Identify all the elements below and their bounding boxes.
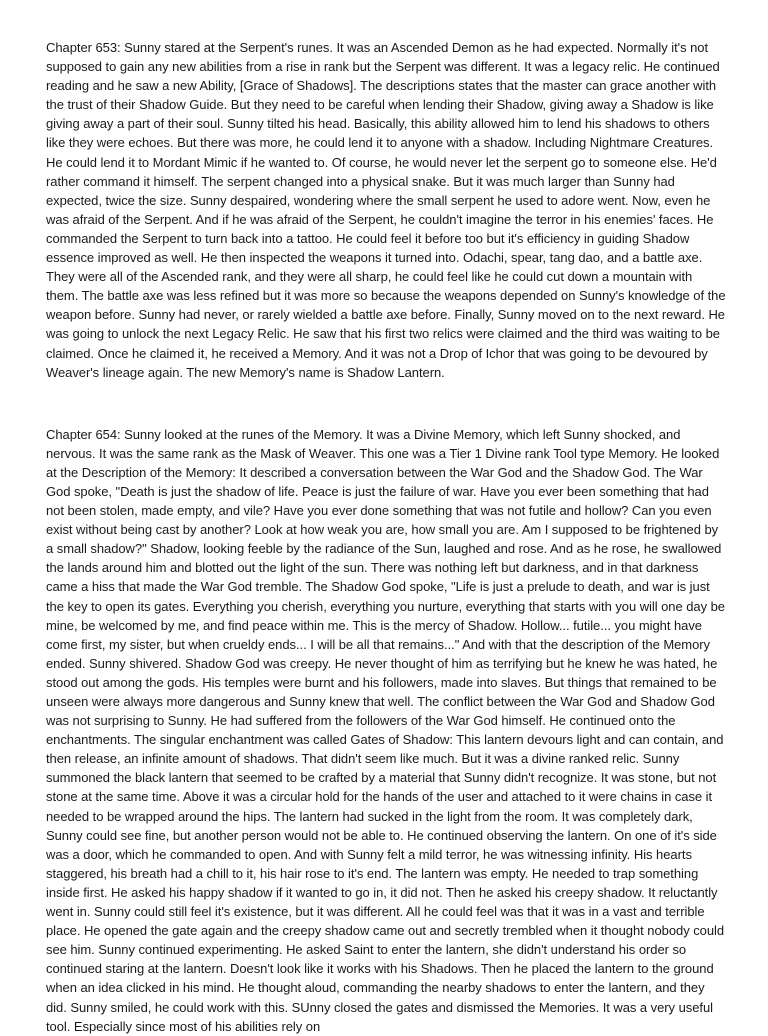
chapter-654-paragraph: Chapter 654: Sunny looked at the runes of the Memory. It was a Divine Memory, which left Sunny shocked, and nervous. It was the same rank as the Mask of Weaver. This one was a Tier 1 Divine rank Tool type Memory. He looked at the Description of the Memory: It described a conversation between the War God and the Shadow God. The War God spoke, "Death is just the shadow of life. Peace is just the failure of war. Have you ever been something that had not been stolen, made empty, and vile? Have you ever done something that was not futile and hollow? Can you even exist without being cast by another? Look at how weak you are, how small you are. Am I supposed to be frightened by a small shadow?" Shadow, looking feeble by the radiance of the Sun, laughed and rose. And as he rose, he swallowed the lands around him and blotted out the light of the sun. There was nothing left but darkness, and in that darkness came a hiss that made the War God tremble. The Shadow God spoke, "Life is just a prelude to death, and war is just the key to open its gates. Everything you cherish, everything you nurture, everything that starts with you will one day be mine, be welcomed by me, and find peace within me. This is the mercy of Shadow. Hollow... futile... you might have come first, my sister, but when crueldy ends... I will be all that remains..." And with that the description of the Memory ended. Sunny shivered. Shadow God was creepy. He never thought of him as terrifying but he knew he was hated, he stood out among the gods. His temples were burnt and his followers, made into slaves. But things that remained to be unseen were always more dangerous and Sunny knew that well. The conflict between the War God and Shadow God was not surprising to Sunny. He had suffered from the followers of the War God himself. He continued onto the enchantments. The singular enchantment was called Gates of Shadow: This lantern devours light and can contain, and then release, an infinite amount of shadows. That didn't seem like much. But it was a divine ranked relic. Sunny summoned the black lantern that seemed to be crafted by a material that Sunny didn't recognize. It was stone, but not stone at the same time. Above it was a circular hold for the hands of the user and attached to it were chains in case it needed to be wrapped around the hips. The lantern had sucked in the light from the room. It was completely dark, Sunny could see fine, but another person would not be able to. He continued observing the lantern. On one of it's side was a door, which he commanded to open. And with Sunny felt a mild terror, he was witnessing infinity. His hearts staggered, his breath had a chill to it, his hair rose to it's end. The lantern was empty. He needed to trap something inside first. He asked his happy shadow if it wanted to go in, it did not. Then he asked his creepy shadow. It reluctantly went in. Sunny could still feel it's existence, but it was different. All he could feel was that it was in a vast and terrible place. He opened the gate again and the creepy shadow came out and secretly trembled when it thought nobody could see him. Sunny continued experimenting. He asked Saint to enter the lantern, she didn't understand his order so continued staring at the lantern. Doesn't look like it works with his Shadows. Then he placed the lantern to the ground when an idea clicked in his mind. He thought aloud, commanding the nearby shadows to enter the lantern, and they did. Sunny smiled, he could work with this. SUnny closed the gates and dismissed the Memories. It was a very useful tool. Especially since most of his abilities rely on (46, 426, 725, 1034)
chapter-653-paragraph: Chapter 653: Sunny stared at the Serpent's runes. It was an Ascended Demon as he had expected. Normally it's not supposed to gain any new abilities from a rise in rank but the Serpent was different. It was a legacy relic. He continued reading and he saw a new Ability, [Grace of Shadows]. The descriptions states that the master can grace another with the trust of their Shadow Guide. But they need to be careful when lending their Shadow, giving away a Shadow is like giving away a part of their soul. Sunny tilted his head. Basically, this ability allowed him to lend his shadows to others like they were echoes. But there was more, he could lend it to anyone with a shadow. Including Nightmare Creatures. He could lend it to Mordant Mimic if he wanted to. Of course, he would never let the serpent go to someone else. He'd rather command it himself. The serpent changed into a physical snake. But it was much larger than Sunny had expected, twice the size. Sunny despaired, wondering where the small serpent he used to adore went. Now, even he was afraid of the Serpent. And if he was afraid of the Serpent, he couldn't imagine the terror in his enemies' faces. He commanded the Serpent to turn back into a tattoo. He could feel it before too but it's efficiency in guiding Shadow essence improved as well. He then inspected the weapons it turned into. Odachi, spear, tang dao, and a battle axe. They were all of the Ascended rank, and they were all sharp, he could feel like he could cut down a mountain with them. The battle axe was less refined but it was more so because the weapons depended on Sunny's knowledge of the weapon before. Sunny had never, or rarely wielded a battle axe before. Finally, Sunny moved on to the next reward. He was going to unlock the next Legacy Relic. He saw that his first two relics were claimed and the third was waiting to be claimed. Once he claimed it, he received a Memory. And it was not a Drop of Ichor that was going to be devoured by Weaver's lineage again. The new Memory's name is Shadow Lantern. (46, 40, 726, 380)
document-page (46, 38, 726, 1034)
